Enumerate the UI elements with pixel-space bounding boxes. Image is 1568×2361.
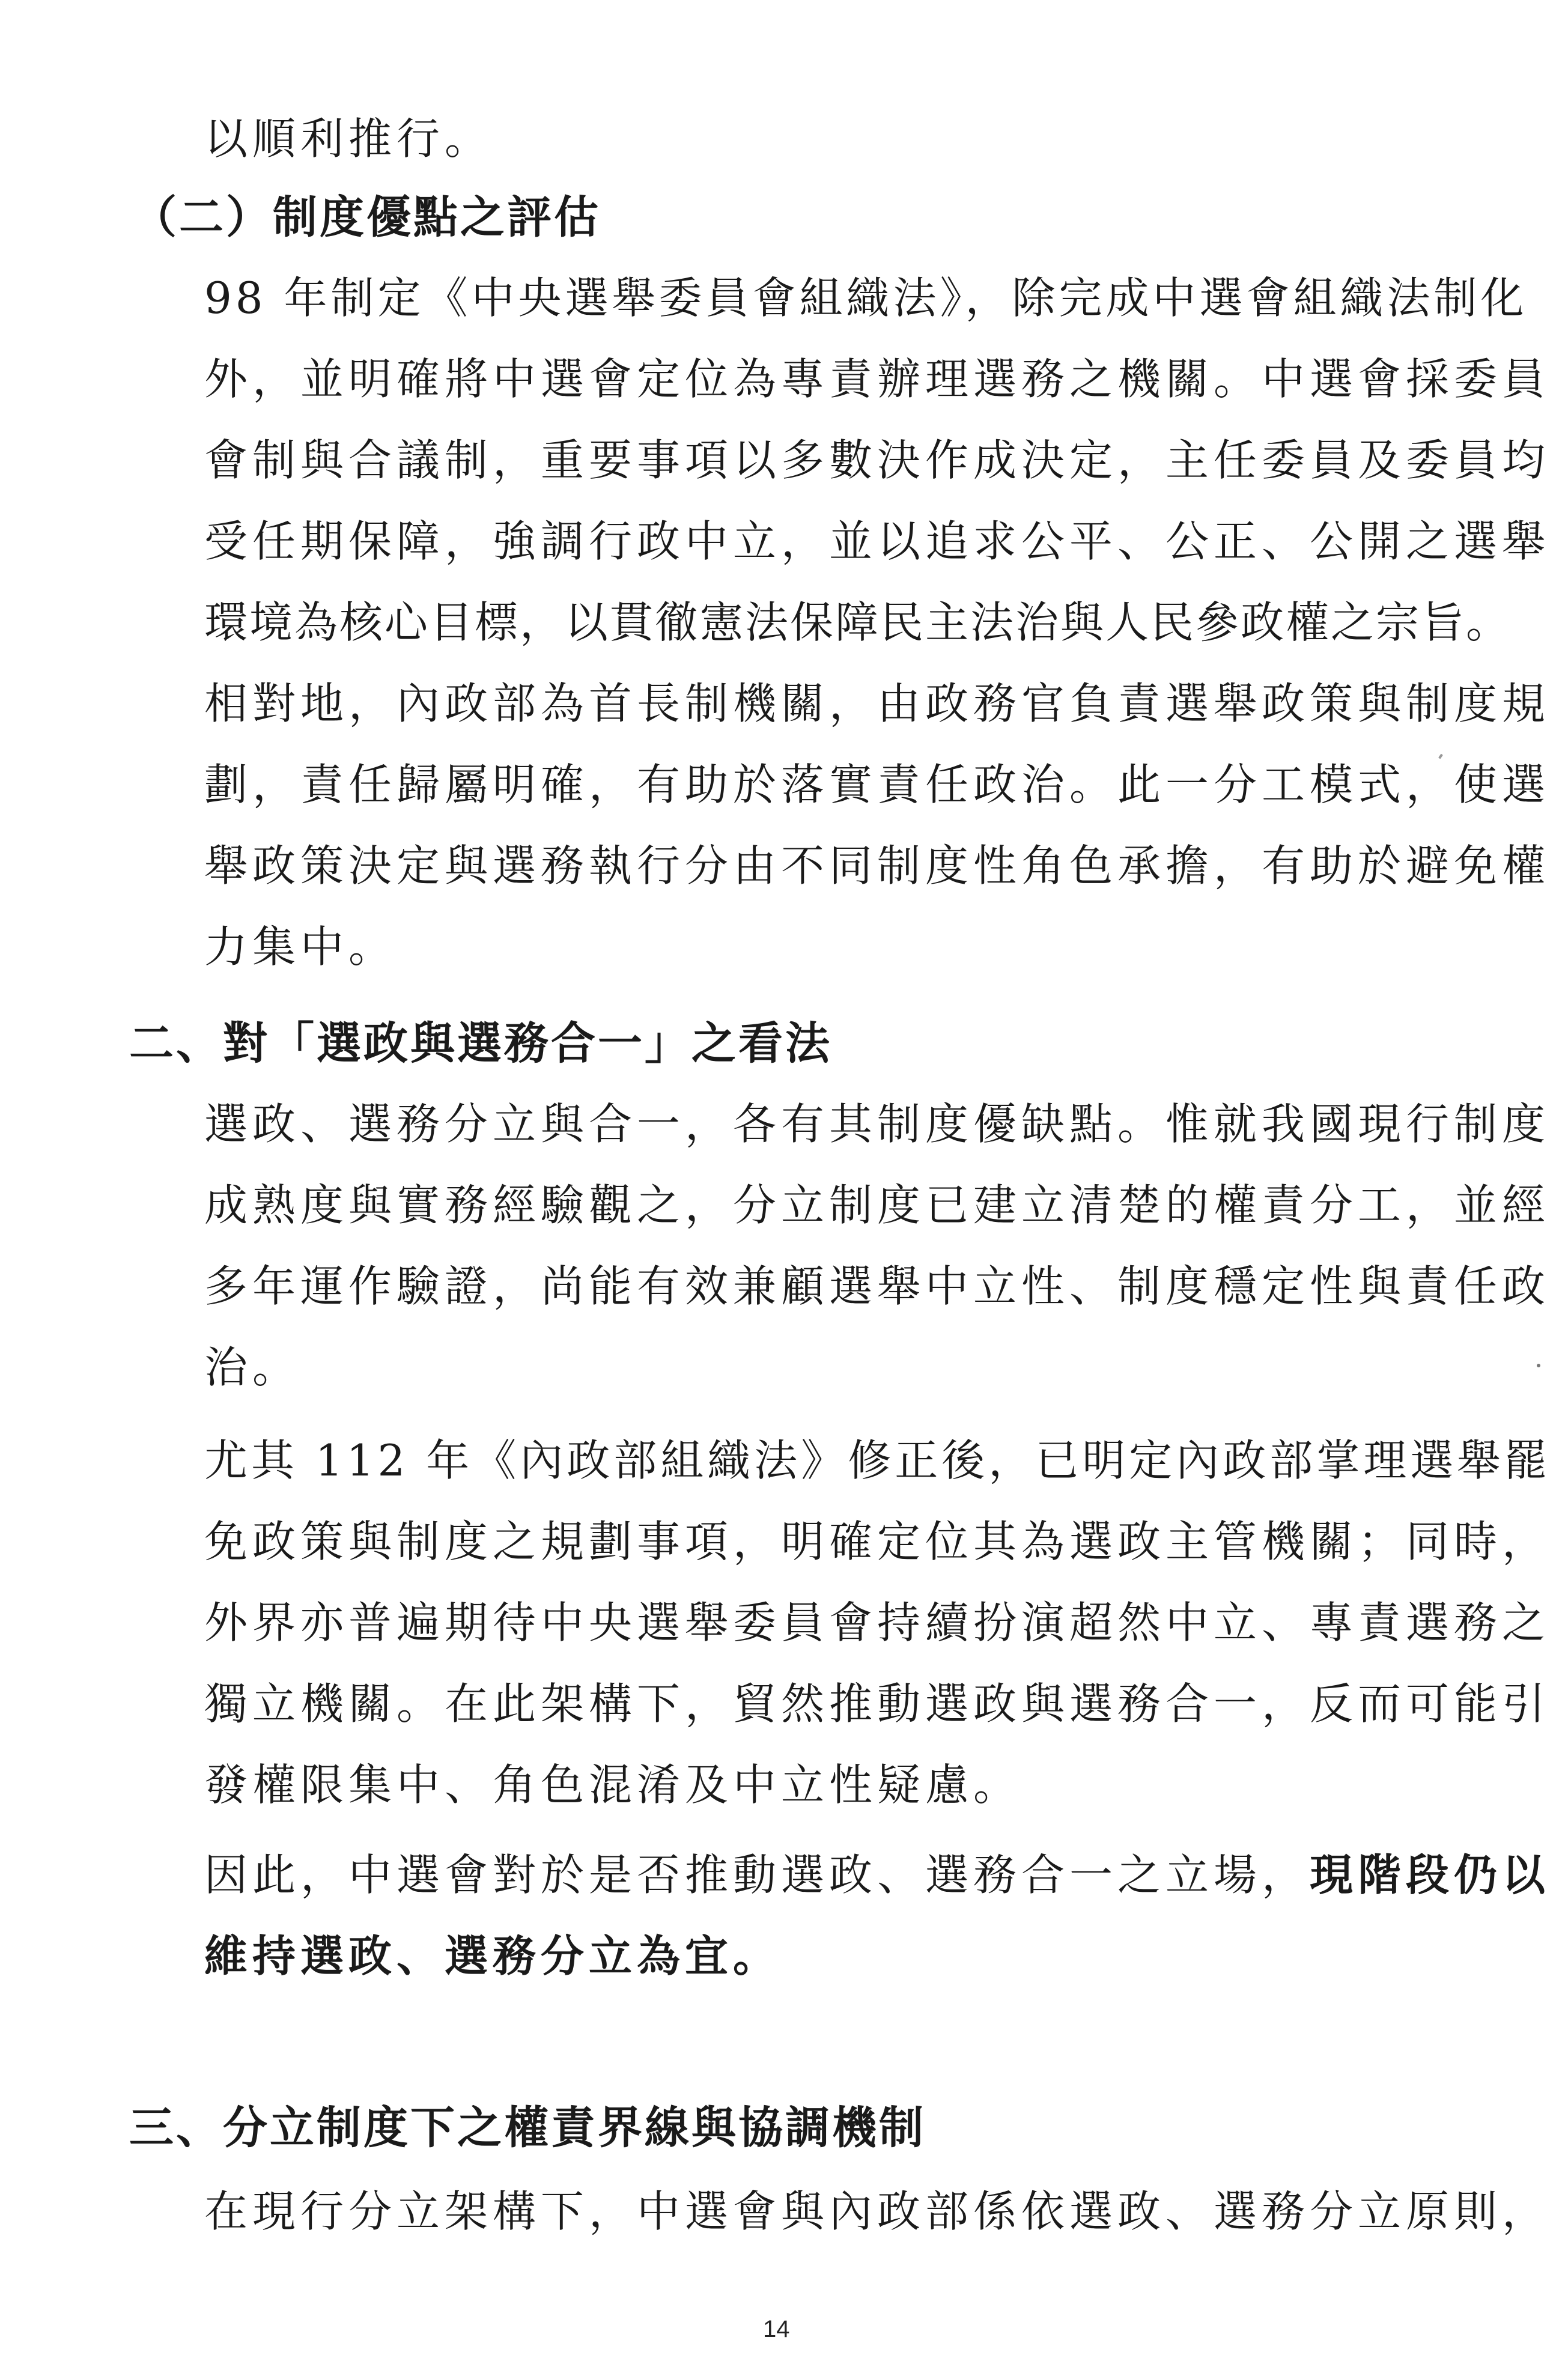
page-number: 14 (763, 2316, 790, 2342)
paragraph-line: 以順利推行。 (204, 114, 493, 164)
paragraph-line: 在現行分立架構下，中選會與內政部係依選政、選務分立原則， (204, 2186, 1551, 2237)
conclusion-emphasis-line: 維持選政、選務分立為宜。 (204, 1930, 782, 1981)
paragraph-line: 尤其 112 年《內政部組織法》修正後，已明定內政部掌理選舉罷 (204, 1435, 1551, 1486)
paragraph-line: 免政策與制度之規劃事項，明確定位其為選政主管機關；同時， (204, 1516, 1551, 1567)
paragraph-line: 力集中。 (204, 922, 397, 972)
section-heading-2: 二、對「選政與選務合一」之看法 (129, 1018, 832, 1069)
paragraph-line: 成熟度與實務經驗觀之，分立制度已建立清楚的權責分工，並經 (204, 1180, 1551, 1230)
paragraph-line: 外界亦普遍期待中央選舉委員會持續扮演超然中立、專責選務之 (204, 1597, 1551, 1648)
paragraph-line: 劃，責任歸屬明確，有助於落實責任政治。此一分工模式，使選 (204, 759, 1551, 810)
paragraph-line: 受任期保障，強調行政中立，並以追求公平、公正、公開之選舉 (204, 516, 1551, 567)
paragraph-line: 舉政策決定與選務執行分由不同制度性角色承擔，有助於避免權 (204, 840, 1551, 891)
section-heading-2-2: （二）制度優點之評估 (132, 192, 601, 243)
scan-speck (1537, 1364, 1540, 1367)
paragraph-line: 發權限集中、角色混淆及中立性疑慮。 (204, 1760, 1022, 1810)
conclusion-text: 因此，中選會對於是否推動選政、選務合一之立場， (204, 1850, 1310, 1900)
paragraph-line: 多年運作驗證，尚能有效兼顧選舉中立性、制度穩定性與責任政 (204, 1261, 1551, 1311)
paragraph-line: 相對地，內政部為首長制機關，由政務官負責選舉政策與制度規 (204, 678, 1551, 729)
paragraph-line: 環境為核心目標，以貫徹憲法保障民主法治與人民參政權之宗旨。 (204, 597, 1512, 648)
section-heading-3: 三、分立制度下之權責界線與協調機制 (129, 2102, 926, 2154)
conclusion-line (204, 1849, 1551, 1900)
paragraph-line: 選政、選務分立與合一，各有其制度優缺點。惟就我國現行制度 (204, 1099, 1551, 1149)
paragraph-line: 治。 (204, 1342, 301, 1393)
paragraph-line: 會制與合議制，重要事項以多數決作成決定，主任委員及委員均 (204, 435, 1551, 485)
paragraph-line: 外，並明確將中選會定位為專責辦理選務之機關。中選會採委員 (204, 354, 1551, 404)
paragraph-line: 98 年制定《中央選舉委員會組織法》，除完成中選會組織法制化 (204, 273, 1528, 323)
paragraph-line: 獨立機關。在此架構下，貿然推動選政與選務合一，反而可能引 (204, 1679, 1551, 1729)
conclusion-emphasis: 現階段仍以 (1310, 1849, 1551, 1900)
scan-speck (1438, 754, 1443, 759)
